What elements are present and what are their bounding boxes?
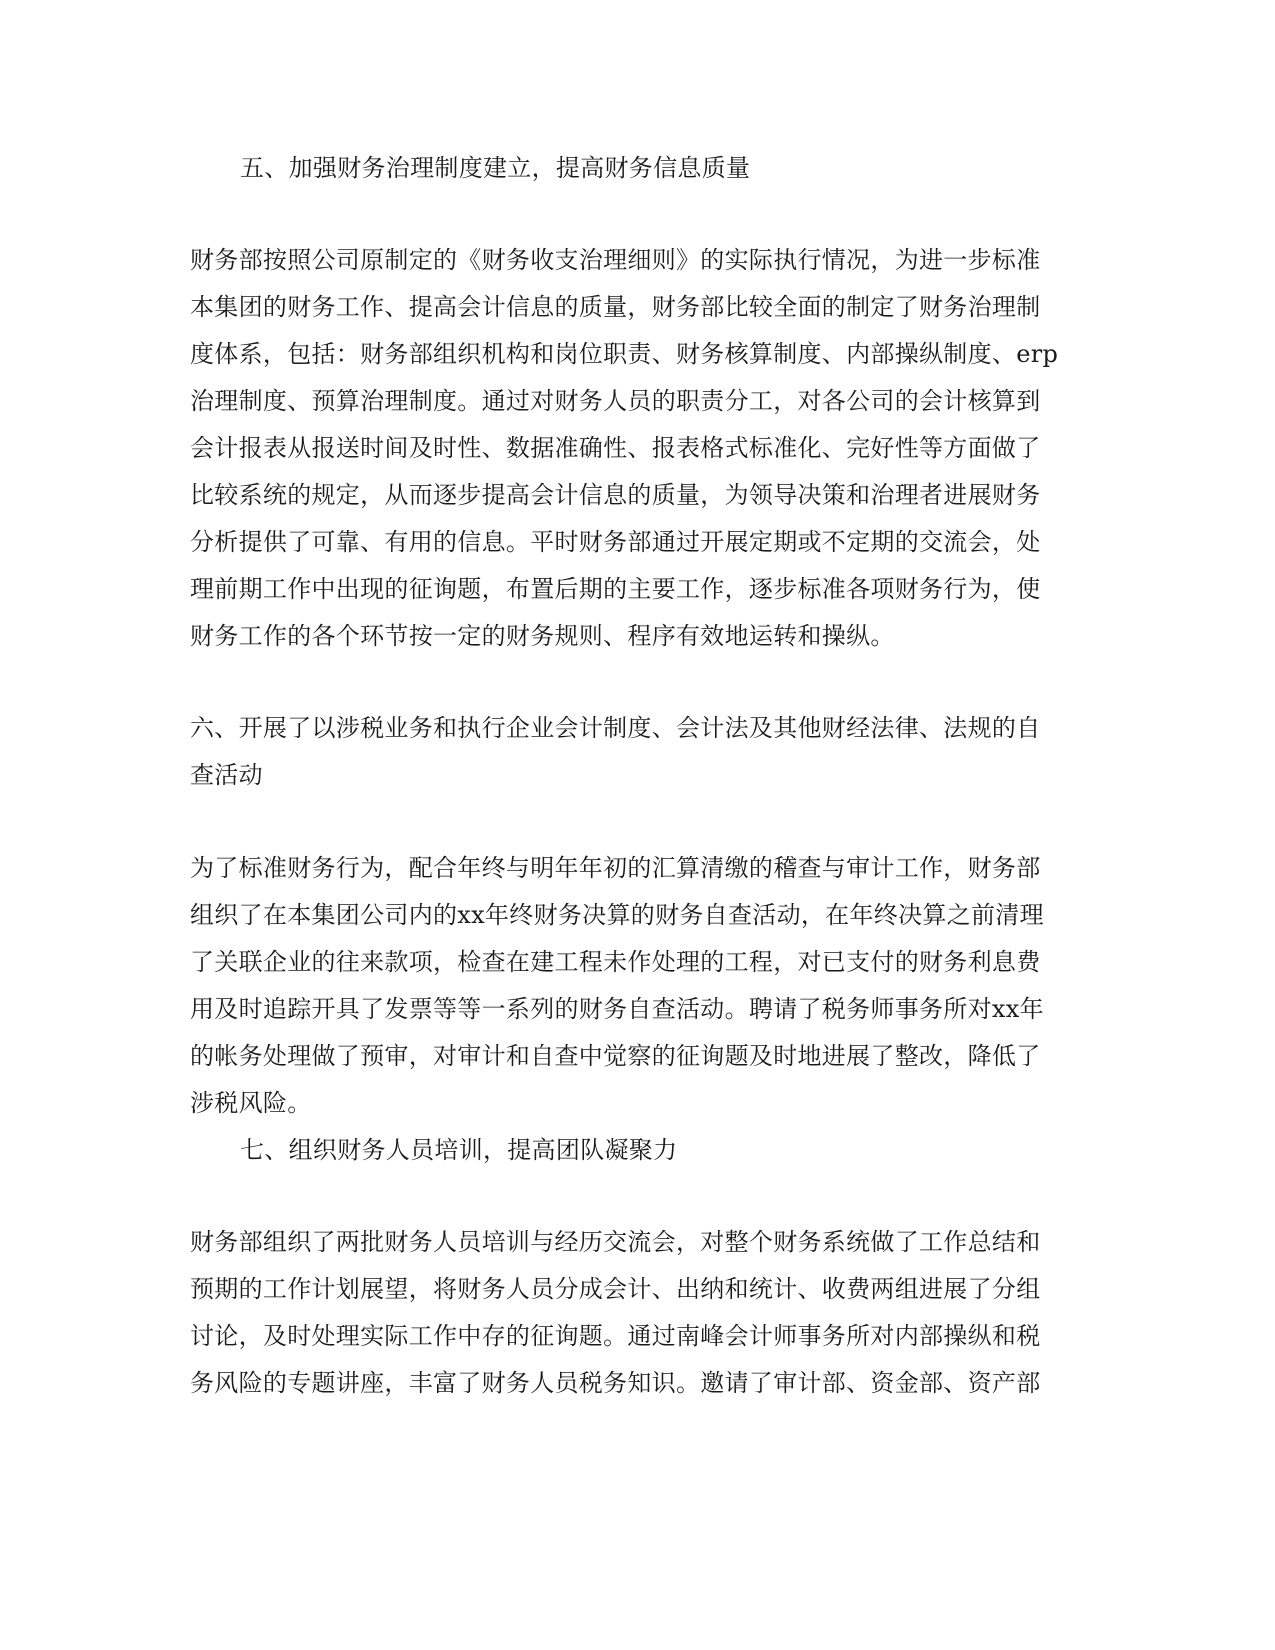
section-6-paragraph-line: 组织了在本集团公司内的xx年终财务决算的财务自查活动，在年终决算之前清理 [190,901,1044,929]
section-5-paragraph-line: 治理制度、预算治理制度。通过对财务人员的职责分工，对各公司的会计核算到 [190,387,1041,415]
section-7-paragraph-line: 讨论，及时处理实际工作中存的征询题。通过南峰会计师事务所对内部操纵和税 [190,1322,1041,1350]
section-5-paragraph-line: 财务部按照公司原制定的《财务收支治理细则》的实际执行情况，为进一步标准 [190,246,1041,274]
section-5-paragraph-line: 本集团的财务工作、提高会计信息的质量，财务部比较全面的制定了财务治理制 [190,293,1041,321]
section-6-paragraph-line: 用及时追踪开具了发票等等一系列的财务自查活动。聘请了税务师事务所对xx年 [190,995,1044,1023]
section-7-paragraph-line: 财务部组织了两批财务人员培训与经历交流会，对整个财务系统做了工作总结和 [190,1228,1041,1256]
section-6-paragraph-line: 为了标准财务行为，配合年终与明年年初的汇算清缴的稽查与审计工作，财务部 [190,854,1041,882]
section-6-paragraph-line: 了关联企业的往来款项，检查在建工程未作处理的工程，对已支付的财务利息费 [190,948,1041,976]
section-7-heading: 七、组织财务人员培训，提高团队凝聚力 [240,1136,678,1164]
section-6-paragraph-line: 涉税风险。 [190,1089,312,1117]
section-5-heading: 五、加强财务治理制度建立，提高财务信息质量 [240,154,751,182]
section-5-paragraph-line: 会计报表从报送时间及时性、数据准确性、报表格式标准化、完好性等方面做了 [190,434,1041,462]
section-5-paragraph-line: 理前期工作中出现的征询题，布置后期的主要工作，逐步标准各项财务行为，使 [190,575,1041,603]
section-7-paragraph-line: 务风险的专题讲座，丰富了财务人员税务知识。邀请了审计部、资金部、资产部 [190,1369,1041,1397]
section-5-paragraph-line: 分析提供了可靠、有用的信息。平时财务部通过开展定期或不定期的交流会，处 [190,528,1041,556]
section-5-paragraph-line: 比较系统的规定，从而逐步提高会计信息的质量，为领导决策和治理者进展财务 [190,481,1041,509]
section-6-paragraph-line: 的帐务处理做了预审，对审计和自查中觉察的征询题及时地进展了整改，降低了 [190,1042,1041,1070]
section-5-paragraph-line: 财务工作的各个环节按一定的财务规则、程序有效地运转和操纵。 [190,622,895,650]
section-5-paragraph-line: 度体系，包括：财务部组织机构和岗位职责、财务核算制度、内部操纵制度、erp [190,340,1059,368]
section-7-paragraph-line: 预期的工作计划展望，将财务人员分成会计、出纳和统计、收费两组进展了分组 [190,1275,1041,1303]
section-6-heading-line: 查活动 [190,761,263,789]
section-6-heading-line: 六、开展了以涉税业务和执行企业会计制度、会计法及其他财经法律、法规的自 [190,714,1041,742]
